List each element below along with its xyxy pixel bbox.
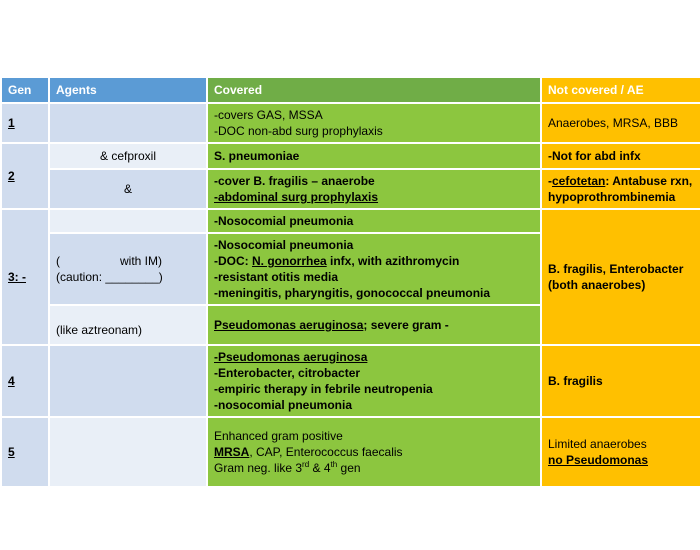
nc-rest: : Antabuse rxn, hypoprothrombinemia	[548, 174, 693, 204]
covered-line	[214, 460, 534, 476]
covered-text: infx, with azithromycin	[326, 254, 460, 268]
not-covered-cell-5	[541, 417, 700, 487]
covered-text: Gram neg. like 3	[214, 461, 303, 475]
covered-line: -meningitis, pharyngitis, gonococcal pneumonia	[214, 286, 491, 300]
table-row-gen1	[1, 103, 700, 143]
covered-cell-3c	[207, 305, 541, 345]
not-covered-cell-3	[541, 209, 700, 345]
covered-text: Pseudomonas aeruginosa	[214, 318, 364, 332]
gen-cell-4	[1, 345, 49, 417]
header-covered: Covered	[207, 77, 541, 103]
not-covered-cell-4: B. fragilis	[541, 345, 700, 417]
agents-cell-2b: &	[49, 169, 207, 209]
covered-text: MRSA	[214, 445, 250, 459]
table-row-gen3a	[1, 209, 700, 233]
superscript: th	[330, 460, 338, 469]
not-covered-cell-2b	[541, 169, 700, 209]
agents-paren: (	[56, 254, 60, 268]
covered-text: ; severe gram -	[363, 318, 449, 332]
gen-cell-5	[1, 417, 49, 487]
covered-line: -covers GAS, MSSA	[214, 108, 323, 122]
agents-cell-4	[49, 345, 207, 417]
header-agents: Agents	[49, 77, 207, 103]
covered-cell-4	[207, 345, 541, 417]
covered-line: Enhanced gram positive	[214, 429, 343, 443]
covered-cell-3a: -Nosocomial pneumonia	[207, 209, 541, 233]
superscript: rd	[302, 460, 310, 469]
covered-text: gen	[337, 461, 361, 475]
table-row-gen2b	[1, 169, 700, 209]
covered-text: N. gonorrhea	[252, 254, 327, 268]
covered-text: -DOC:	[214, 254, 252, 268]
gen-number: 5	[8, 445, 15, 459]
covered-line: -Nosocomial pneumonia	[214, 238, 354, 252]
nc-line: B. fragilis, Enterobacter	[548, 262, 684, 276]
nc-line: no Pseudomonas	[548, 453, 649, 467]
covered-cell-2b	[207, 169, 541, 209]
gen-cell-3	[1, 209, 49, 345]
nc-drug: cefotetan	[552, 174, 606, 188]
covered-line: -cover B. fragilis – anaerobe	[214, 174, 375, 188]
covered-line	[214, 444, 534, 460]
agents-cell-5	[49, 417, 207, 487]
agents-cell-3c: (like aztreonam)	[49, 305, 207, 345]
gen-number: 2	[8, 169, 15, 183]
nc-line: (both anaerobes)	[548, 278, 646, 292]
covered-line: -DOC non-abd surg prophylaxis	[214, 124, 383, 138]
covered-cell-1	[207, 103, 541, 143]
gen-number: 1	[8, 116, 15, 130]
header-row	[1, 77, 700, 103]
nc-line: Limited anaerobes	[548, 437, 647, 451]
not-covered-cell-1: Anaerobes, MRSA, BBB	[541, 103, 700, 143]
covered-text: & 4	[309, 461, 331, 475]
covered-cell-5	[207, 417, 541, 487]
gen-number: 4	[8, 374, 15, 388]
agents-cell-3a	[49, 209, 207, 233]
not-covered-cell-2a: -Not for abd infx	[541, 143, 700, 169]
agents-cell-2a: & cefproxil	[49, 143, 207, 169]
covered-cell-3b	[207, 233, 541, 305]
agents-cell-3b	[49, 233, 207, 305]
agents-line: (caution: ________)	[56, 270, 163, 284]
header-not-covered: Not covered / AE	[541, 77, 700, 103]
agents-with-im: with IM)	[120, 254, 162, 268]
covered-line	[214, 253, 534, 269]
table-row-gen4	[1, 345, 700, 417]
gen-cell-1	[1, 103, 49, 143]
covered-cell-2a: S. pneumoniae	[207, 143, 541, 169]
covered-text: , CAP, Enterococcus faecalis	[249, 445, 403, 459]
agents-cell-1	[49, 103, 207, 143]
covered-line: -empiric therapy in febrile neutropenia	[214, 382, 433, 396]
gen-number: 3: -	[8, 270, 26, 284]
covered-line: -nosocomial pneumonia	[214, 398, 353, 412]
header-gen: Gen	[1, 77, 49, 103]
agents-line	[56, 253, 200, 269]
gen-cell-2	[1, 143, 49, 209]
covered-line: -Enterobacter, citrobacter	[214, 366, 361, 380]
nc-prefix: -	[548, 174, 552, 188]
covered-line: -Pseudomonas aeruginosa	[214, 350, 368, 364]
table-row-gen2a	[1, 143, 700, 169]
cephalosporin-table	[0, 76, 700, 488]
covered-line: -abdominal surg prophylaxis	[214, 190, 379, 204]
covered-line: -resistant otitis media	[214, 270, 339, 284]
table-row-gen5	[1, 417, 700, 487]
